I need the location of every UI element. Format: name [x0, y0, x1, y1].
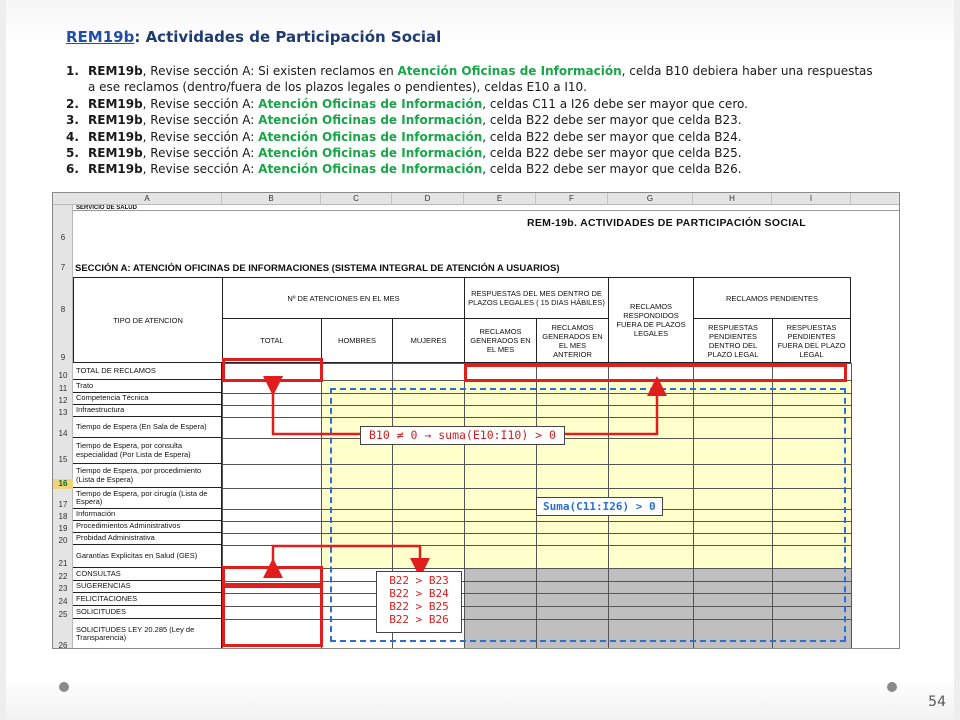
- row-header[interactable]: 20: [58, 536, 68, 545]
- b22-rule-line: B22 > B24: [389, 587, 449, 600]
- column-header-f[interactable]: F: [536, 193, 608, 205]
- rule-number: 4.: [66, 129, 79, 144]
- callout-sum-rule: Suma(C11:I26) > 0: [536, 497, 663, 516]
- row-header[interactable]: 18: [58, 512, 68, 521]
- header-reclamos-pendientes: RECLAMOS PENDIENTES: [693, 277, 851, 319]
- rule-code: REM19b: [88, 146, 143, 161]
- header-hombres: HOMBRES: [321, 318, 393, 363]
- rule-number: 5.: [66, 146, 79, 161]
- row-label-13: Infraestructura: [73, 405, 222, 417]
- rule-code: REM19b: [88, 64, 143, 78]
- row-header[interactable]: 21: [58, 559, 68, 568]
- column-header-b[interactable]: B: [222, 193, 321, 205]
- rule-highlight: Atención Oficinas de Información: [258, 113, 483, 128]
- row-label-18: Información: [73, 509, 222, 521]
- row-label-21: Garantías Explicitas en Salud (GES): [73, 545, 222, 568]
- rule-post: , celda B22 debe ser mayor que celda B25.: [482, 146, 742, 161]
- row-header[interactable]: 22: [58, 572, 68, 581]
- header-reclamos-respondidos: RECLAMOS RESPONDIDOS FUERA DE PLAZOS LEGALES: [608, 277, 694, 363]
- rule-post: , celda B10 debiera haber una respuestas a ese reclamos (dentro/fuera de los plazos legales o pendientes), celdas E10 a I10.: [88, 64, 873, 95]
- column-header-e[interactable]: E: [464, 193, 536, 205]
- row-label-20: Probidad Administrativa: [73, 533, 222, 545]
- row-header[interactable]: 9: [60, 353, 66, 362]
- header-pend-dentro: RESPUESTAS PENDIENTES DENTRO DEL PLAZO LEGAL: [693, 318, 773, 363]
- rule-pre: , Revise sección A:: [142, 146, 259, 161]
- rule-post: , celda B22 debe ser mayor que celda B24.: [482, 129, 742, 144]
- callout-b22-rules: [376, 571, 462, 633]
- rule-pre: , Revise sección A:: [142, 113, 259, 128]
- section-title: SECCIÓN A: ATENCIÓN OFICINAS DE INFORMACIONES (SISTEMA INTEGRAL DE ATENCIÓN A USUARIOS): [75, 263, 560, 274]
- row-header[interactable]: 15: [58, 455, 68, 464]
- title-text: : Actividades de Participación Social: [134, 28, 442, 46]
- row-1-service: SERVICIO DE SALUD: [73, 205, 900, 211]
- row-header[interactable]: 13: [58, 408, 68, 417]
- header-total: TOTAL: [222, 318, 322, 363]
- header-pend-fuera: RESPUESTAS PENDIENTES FUERA DEL PLAZO LEGAL: [772, 318, 851, 363]
- column-header-g[interactable]: G: [608, 193, 693, 205]
- rule-pre: , Revise sección A: Si existen reclamos en: [142, 64, 398, 78]
- callout-b10-rule: B10 ≠ 0 → suma(E10:I10) > 0: [360, 426, 565, 445]
- row-header[interactable]: 17: [58, 500, 68, 509]
- header-n-atenciones: Nº DE ATENCIONES EN EL MES: [222, 277, 465, 319]
- row-label-24: FELICITACIONES: [73, 593, 222, 606]
- row-header[interactable]: 6: [60, 233, 66, 242]
- row-header[interactable]: 24: [58, 597, 68, 606]
- row-header[interactable]: 16: [53, 479, 73, 489]
- row-label-14: Tiempo de Espera (En Sala de Espera): [73, 417, 222, 438]
- b22-rule-line: B22 > B25: [389, 600, 449, 613]
- rule-post: , celda B22 debe ser mayor que celda B23.: [482, 113, 742, 128]
- rule-post: , celdas C11 a I26 debe ser mayor que cero.: [482, 96, 748, 111]
- rule-highlight: Atención Oficinas de Información: [258, 129, 483, 144]
- row-label-17: Tiempo de Espera, por cirugía (Lista de Espera): [73, 488, 222, 509]
- row-header[interactable]: 8: [60, 305, 66, 314]
- row-label-23: SUGERENCIAS: [73, 581, 222, 593]
- header-generados-mes: RECLAMOS GENERADOS EN EL MES: [464, 318, 537, 363]
- row-label-11: Trato: [73, 380, 222, 393]
- arrow-b22-to-b23: [273, 546, 420, 568]
- rule-pre: , Revise sección A:: [142, 129, 259, 144]
- report-title: REM-19b. ACTIVIDADES DE PARTICIPACIÓN SOCIAL: [527, 217, 807, 229]
- rule-post: , celda B22 debe ser mayor que celda B26.: [482, 162, 742, 177]
- column-header-h[interactable]: H: [693, 193, 772, 205]
- row-header[interactable]: 14: [58, 429, 68, 438]
- column-header-c[interactable]: C: [321, 193, 392, 205]
- title-code-link[interactable]: REM19b: [66, 28, 135, 46]
- rule-code: REM19b: [88, 113, 143, 128]
- header-generados-anterior: RECLAMOS GENERADOS EN EL MES ANTERIOR: [536, 318, 609, 363]
- rule-code: REM19b: [88, 162, 143, 177]
- row-label-25: SOLICITUDES: [73, 606, 222, 619]
- rule-highlight: Atención Oficinas de Información: [258, 162, 483, 177]
- row-label-16: Tiempo de Espera, por procedimiento (Lista de Espera): [73, 464, 222, 488]
- column-header-i[interactable]: I: [772, 193, 851, 205]
- b22-rule-line: B22 > B26: [389, 613, 449, 626]
- row-label-22: CONSULTAS: [73, 568, 222, 581]
- row-label-19: Procedimientos Administrativos: [73, 521, 222, 533]
- rule-highlight: Atención Oficinas de Información: [258, 146, 483, 161]
- row-header[interactable]: 25: [58, 610, 68, 619]
- row-label-10: TOTAL DE RECLAMOS: [73, 363, 222, 380]
- rule-code: REM19b: [88, 96, 143, 111]
- row-header[interactable]: 19: [58, 524, 68, 533]
- decorative-dot-right: [887, 682, 897, 692]
- row-label-12: Competencia Técnica: [73, 393, 222, 405]
- row-header[interactable]: 26: [58, 641, 68, 649]
- rule-number: 6.: [66, 162, 79, 177]
- rule-number: 3.: [66, 113, 79, 128]
- row-header[interactable]: 10: [58, 371, 68, 380]
- header-mujeres: MUJERES: [392, 318, 465, 363]
- row-header[interactable]: 11: [58, 384, 68, 393]
- row-header[interactable]: 23: [58, 584, 68, 593]
- column-header-a[interactable]: A: [73, 193, 222, 205]
- row-header[interactable]: 12: [58, 396, 68, 405]
- b22-rule-line: B22 > B23: [389, 574, 449, 587]
- rule-highlight: Atención Oficinas de Información: [258, 96, 483, 111]
- column-header-d[interactable]: D: [392, 193, 464, 205]
- rule-pre: , Revise sección A:: [142, 162, 259, 177]
- rule-code: REM19b: [88, 129, 143, 144]
- header-tipo-atencion: TIPO DE ATENCION: [73, 277, 223, 363]
- header-respuestas-dentro: RESPUESTAS DEL MES DENTRO DE PLAZOS LEGALES ( 15 DIAS HÁBILES): [464, 277, 609, 319]
- row-header[interactable]: 7: [60, 263, 66, 272]
- rule-number: 1.: [66, 64, 79, 78]
- row-label-26: SOLICITUDES LEY 20.285 (Ley de Transparencia): [73, 619, 222, 649]
- rule-pre: , Revise sección A:: [142, 96, 259, 111]
- page-number: 54: [928, 694, 946, 710]
- rule-number: 2.: [66, 96, 79, 111]
- rule-highlight: Atención Oficinas de Información: [397, 64, 622, 78]
- decorative-dot-left: [59, 682, 69, 692]
- row-label-15: Tiempo de Espera, por consulta especialidad (Por Lista de Espera): [73, 438, 222, 464]
